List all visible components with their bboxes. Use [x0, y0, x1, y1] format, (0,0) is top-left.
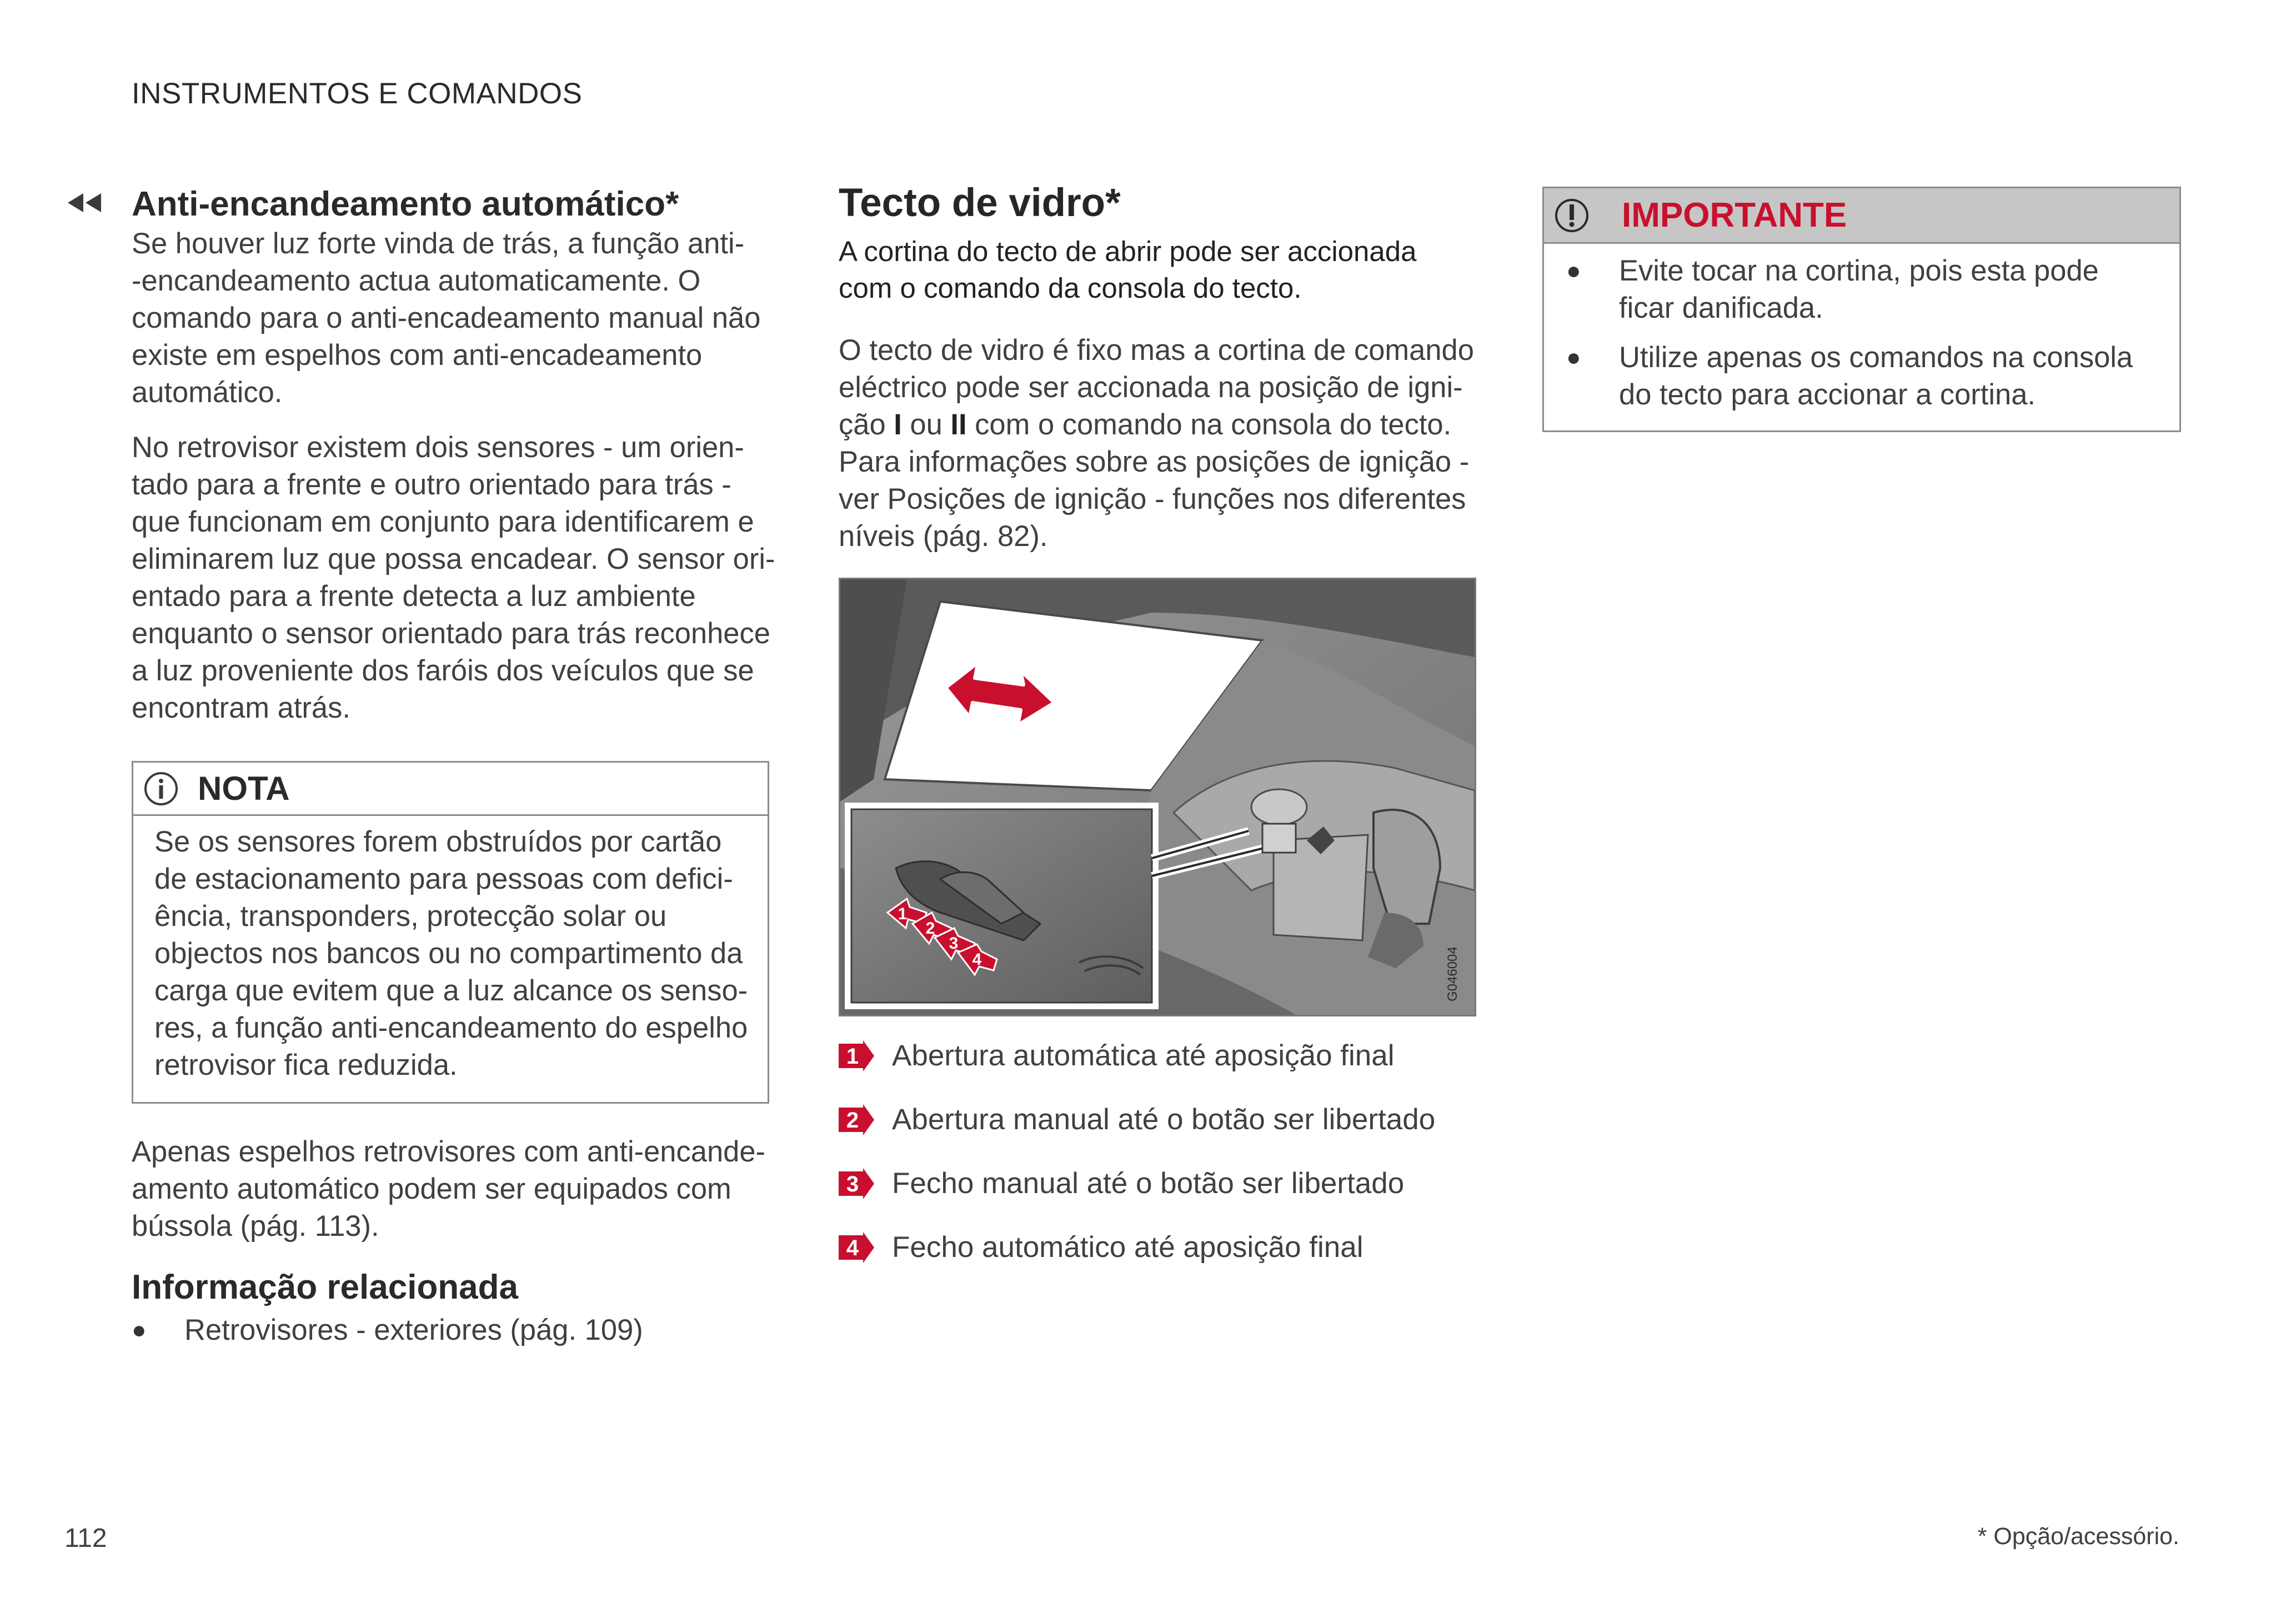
- text-line: existe em espelhos com anti-encadeamento: [132, 339, 703, 372]
- text-line: Apenas espelhos retrovisores com anti-encande-: [132, 1135, 766, 1168]
- figure-code: G046004: [1445, 946, 1460, 1001]
- text-line: -encandeamento actua automaticamente. O: [132, 264, 701, 297]
- bullet-icon: ●: [1566, 257, 1581, 284]
- text-line: ver Posições de ignição - funções nos diferentes: [839, 483, 1466, 515]
- text-line: eléctrico pode ser accionada na posição de igni-: [839, 371, 1463, 404]
- warning-icon: [1553, 197, 1591, 234]
- figure-label-4: 4: [972, 950, 982, 969]
- legend-item-1: [839, 1039, 1395, 1073]
- note-box-header: [133, 763, 768, 816]
- continued-arrows-icon: [64, 191, 104, 214]
- text-line: de estacionamento para pessoas com defici-: [154, 863, 733, 895]
- text-line: Evite tocar na cortina, pois esta pode: [1619, 254, 2099, 287]
- left-para1: [132, 225, 787, 411]
- text-line: níveis (pág. 82).: [839, 520, 1048, 553]
- note-title: NOTA: [198, 770, 290, 807]
- text-line: No retrovisor existem dois sensores - um orien-: [132, 431, 744, 464]
- text-line: enquanto o sensor orientado para trás reconhece: [132, 617, 770, 650]
- text-line: automático.: [132, 376, 283, 409]
- legend-text: Abertura manual até o botão ser libertado: [892, 1103, 1436, 1136]
- bullet-icon: ●: [1566, 344, 1581, 371]
- legend-number: 3: [846, 1171, 859, 1196]
- text-line: carga que evitem que a luz alcance os senso-: [154, 974, 748, 1007]
- info-icon: [142, 770, 180, 808]
- legend-item-3: [839, 1166, 1404, 1200]
- important-box: [1542, 187, 2181, 432]
- text-line: Se os sensores forem obstruídos por cartão: [154, 825, 722, 858]
- middle-heading: [839, 181, 1121, 226]
- text-line: retrovisor fica reduzida.: [154, 1049, 458, 1081]
- roof-figure: [839, 578, 1476, 1016]
- figure-label-3: 3: [949, 934, 959, 953]
- important-box-header: [1544, 188, 2179, 244]
- text-line: entado para a frente detecta a luz ambiente: [132, 580, 696, 613]
- related-info-heading: Informação relacionada: [132, 1268, 519, 1306]
- legend-text: Fecho manual até o botão ser libertado: [892, 1167, 1405, 1200]
- roof-illustration: [840, 579, 1475, 1015]
- related-heading: [132, 1268, 518, 1307]
- left-heading: [132, 184, 679, 224]
- text-line: amento automático podem ser equipados com: [132, 1173, 731, 1205]
- bullet-icon: ●: [132, 1316, 147, 1344]
- text-line: A cortina do tecto de abrir pode ser accionada: [839, 236, 1417, 267]
- left-para3: [132, 1133, 787, 1245]
- related-link[interactable]: Retrovisores - exteriores (pág. 109): [184, 1314, 643, 1346]
- text-line: res, a função anti-encandeamento do espelho: [154, 1011, 748, 1044]
- important-title: IMPORTANTE: [1622, 196, 1847, 234]
- legend-item-4: [839, 1230, 1363, 1264]
- text-fragment: ou: [901, 408, 951, 441]
- text-line: a luz proveniente dos faróis dos veículos que se: [132, 654, 754, 687]
- legend-number: 4: [846, 1235, 859, 1260]
- text-line: que funcionam em conjunto para identificarem e: [132, 505, 754, 538]
- text-line: bússola (pág. 113).: [132, 1210, 379, 1243]
- text-line: [839, 406, 1505, 443]
- left-para2: [132, 429, 787, 727]
- text-line: ficar danificada.: [1619, 292, 1823, 324]
- related-item[interactable]: [132, 1311, 643, 1349]
- footnote: * Opção/acessório.: [1977, 1523, 2179, 1550]
- legend-number: 2: [846, 1108, 859, 1133]
- text-fragment: com o comando na consola do tecto.: [966, 408, 1452, 441]
- middle-body: [839, 332, 1505, 555]
- ignition-level-2: II: [950, 408, 967, 441]
- middle-lead: [839, 233, 1505, 307]
- text-line: Para informações sobre as posições de ignição -: [839, 445, 1470, 478]
- legend-badge: [839, 1168, 874, 1199]
- important-body: [1544, 244, 2179, 413]
- legend-text: Abertura automática até aposição final: [892, 1039, 1395, 1072]
- text-line: eliminarem luz que possa encadear. O sensor ori-: [132, 543, 775, 575]
- text-line: Se houver luz forte vinda de trás, a função anti-: [132, 227, 745, 260]
- legend-badge: [839, 1040, 874, 1071]
- figure-label-1: 1: [898, 905, 908, 923]
- note-body: [133, 816, 768, 1084]
- legend-badge: [839, 1232, 874, 1263]
- text-line: encontram atrás.: [132, 692, 350, 724]
- note-box: [132, 761, 769, 1104]
- legend-number: 1: [846, 1044, 859, 1069]
- text-line: com o comando da consola do tecto.: [839, 272, 1302, 304]
- ignition-level-1: I: [894, 408, 902, 441]
- text-line: Utilize apenas os comandos na consola: [1619, 341, 2133, 374]
- legend-text: Fecho automático até aposição final: [892, 1231, 1363, 1264]
- legend-badge: [839, 1104, 874, 1135]
- important-item: [1566, 252, 2179, 327]
- section-title: INSTRUMENTOS E COMANDOS: [132, 77, 583, 110]
- text-line: tado para a frente e outro orientado para trás -: [132, 468, 731, 501]
- figure-label-2: 2: [925, 919, 935, 938]
- text-line: ência, transponders, protecção solar ou: [154, 900, 667, 933]
- important-item: [1566, 339, 2179, 413]
- glass-roof-heading: Tecto de vidro*: [839, 181, 1121, 225]
- text-line: comando para o anti-encadeamento manual não: [132, 302, 761, 334]
- page-number: 112: [64, 1524, 107, 1553]
- auto-dimming-heading: Anti-encandeamento automático*: [132, 185, 679, 223]
- text-line: do tecto para accionar a cortina.: [1619, 378, 2036, 411]
- text-line: objectos nos bancos ou no compartimento da: [154, 937, 743, 970]
- legend-item-2: [839, 1103, 1435, 1136]
- text-line: O tecto de vidro é fixo mas a cortina de comando: [839, 334, 1474, 367]
- text-fragment: ção: [839, 408, 894, 441]
